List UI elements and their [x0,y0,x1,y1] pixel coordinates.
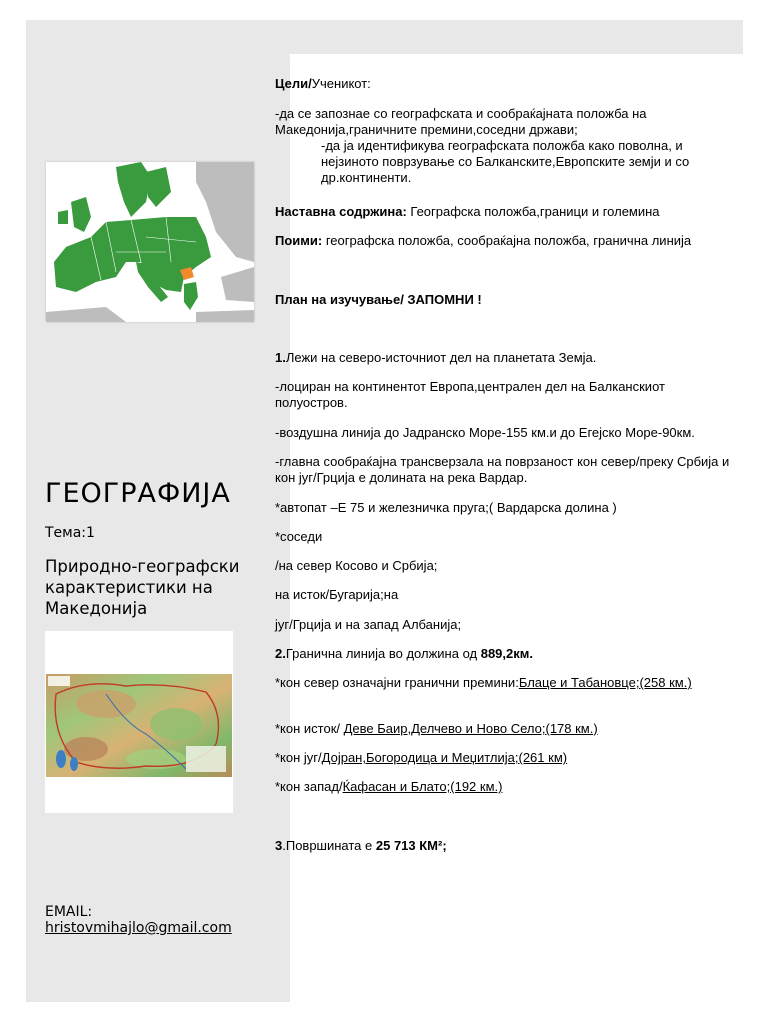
content-line [275,204,735,220]
line-highway: *автопат –Е 75 и железничка пруга;( Вардарска долина ) [275,500,617,515]
line-transversal: -главна сообраќајна трансверзала на поврзаност кон север/преку Србија и кон југ/Грција е долината на река Вардар. [275,454,730,485]
crossing-south-value: Дојран,Богородица и Меџитлија;(261 км) [321,750,568,765]
email-label: EMAIL: [45,904,93,920]
item-1-number: 1. [275,350,286,365]
crossing-south-prefix: *кон југ/ [275,750,322,765]
content-text: Географска положба,граници и големина [406,204,660,219]
terms-text: географска положба, сообраќајна положба, гранична линија [322,233,692,248]
line-neighbors: *соседи [275,529,323,544]
goal-1: -да се запознае со географската и сообраќајната положба на Македонија,граничните премини,соседни држави; [275,106,647,137]
item-3-value: 25 713 КМ²; [375,838,447,853]
content-label: Наставна содржина: [275,204,407,219]
item-3-text: .Површината е [282,838,376,853]
macedonia-map-frame [45,631,233,813]
topic-title: Природно-географски карактеристики на Македонија [45,557,240,618]
crossing-east-prefix: *кон исток/ [275,721,344,736]
item-3-number: 3 [275,838,283,853]
goals-label: Цели/ [275,76,312,91]
line-south: југ/Грција и на запад Албанија; [275,617,462,632]
europe-map-image [46,162,254,322]
crossing-west [275,779,735,795]
document-title: ГЕОГРАФИЈА [45,478,231,509]
crossing-west-value: Ќафасан и Блато;(192 км.) [342,779,503,794]
line-located: -лоциран на континентот Европа,централен дел на Балканскиот полуостров. [275,379,665,410]
plan-label: План на изучување/ ЗАПОМНИ ! [275,292,482,307]
crossing-west-prefix: *кон запад/ [275,779,343,794]
crossing-south [275,750,735,766]
goals-line [275,76,735,92]
item-2-value: 889,2км. [480,646,533,661]
crossing-north-prefix: *кон север означајни гранични премини: [275,675,519,690]
terms-label: Поими: [275,233,323,248]
crossing-east [275,721,735,737]
goal-2: -да ја идентификува географската положба како поволна, и нејзиното поврзување со Балканските,Европските земји и со др.континенти. [321,138,690,185]
item-1-text: Лежи на северо-источниот дел на планетата Земја. [285,350,597,365]
line-north: /на север Косово и Србија; [275,558,438,573]
page-top-band [272,20,743,54]
item-3 [275,838,735,854]
crossing-north-value: Блаце и Табановце;(258 км.) [518,675,692,690]
goals-text: Ученикот: [311,76,371,91]
email-link[interactable]: hristovmihajlo@gmail.com [45,920,232,936]
crossing-north [275,675,715,691]
item-2-text: Гранична линија во должина од [285,646,481,661]
topic-label: Тема:1 [45,525,95,541]
item-1 [275,350,735,366]
macedonia-relief-map-image [46,674,232,777]
crossing-east-value: Деве Баир,Делчево и Ново Село;(178 км.) [343,721,598,736]
item-2-number: 2. [275,646,286,661]
terms-line [275,233,735,249]
line-east: на исток/Бугарија;на [275,587,399,602]
item-2 [275,646,735,662]
line-air-distance: -воздушна линија до Јадранско Море-155 км.и до Егејско Море-90км. [275,425,695,440]
plan-heading [275,292,735,308]
